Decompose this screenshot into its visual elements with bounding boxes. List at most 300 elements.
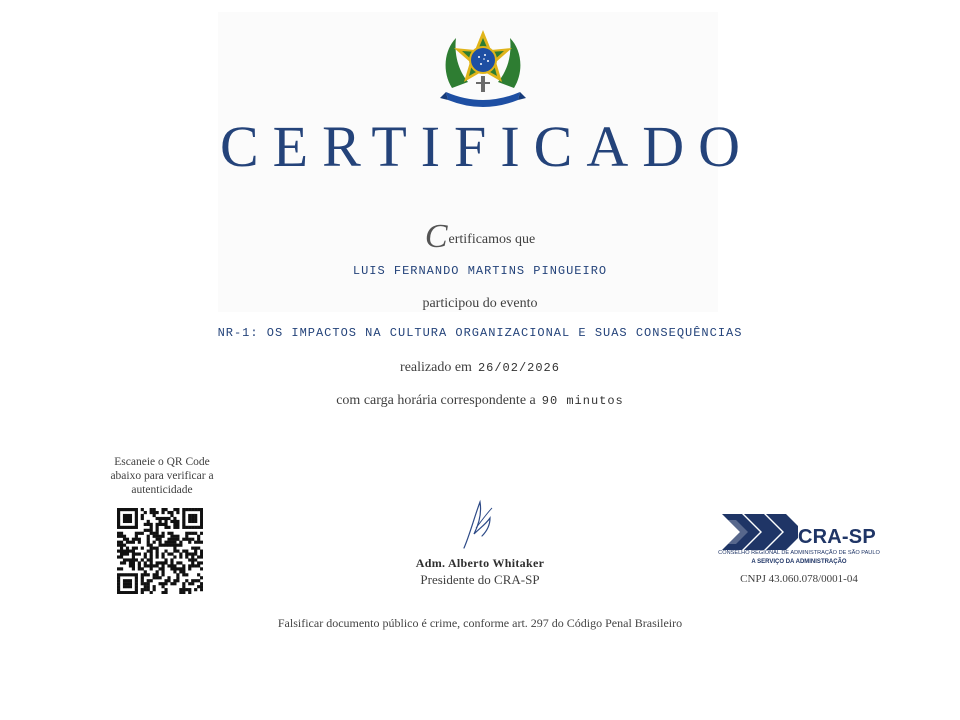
qr-module [123, 514, 126, 517]
qr-module [164, 591, 167, 594]
qr-module [164, 582, 167, 585]
qr-module [150, 552, 153, 555]
qr-module [161, 570, 164, 573]
qr-module [147, 582, 150, 585]
qr-module [132, 564, 135, 567]
qr-module [170, 520, 173, 523]
qr-module [176, 544, 179, 547]
qr-module [156, 564, 159, 567]
qr-module [197, 508, 200, 511]
qr-module [129, 508, 132, 511]
qr-module [129, 550, 132, 553]
qr-module [153, 532, 156, 535]
qr-module [167, 526, 170, 529]
qr-module [138, 538, 141, 541]
qr-module [197, 564, 200, 567]
qr-module [191, 579, 194, 582]
qr-module [197, 585, 200, 588]
qr-module [153, 535, 156, 538]
qr-module [135, 585, 138, 588]
qr-module [182, 567, 185, 570]
cra-logo-subtitle: CONSELHO REGIONAL DE ADMINISTRAÇÃO DE SÃO PAULO [718, 550, 880, 556]
qr-module [170, 535, 173, 538]
qr-module [182, 582, 185, 585]
qr-module [129, 561, 132, 564]
qr-module [182, 520, 185, 523]
qr-module [173, 517, 176, 520]
qr-module [167, 564, 170, 567]
qr-module [170, 582, 173, 585]
qr-module [176, 561, 179, 564]
qr-module [117, 532, 120, 535]
qr-module [147, 585, 150, 588]
qr-module [120, 544, 123, 547]
qr-module [156, 552, 159, 555]
qr-module [147, 558, 150, 561]
qr-module [144, 555, 147, 558]
qr-module [194, 558, 197, 561]
qr-module [161, 561, 164, 564]
qr-module [173, 544, 176, 547]
qr-module [176, 579, 179, 582]
qr-module [150, 555, 153, 558]
qr-module [191, 561, 194, 564]
qr-module [117, 544, 120, 547]
qr-module [167, 552, 170, 555]
qr-module [120, 532, 123, 535]
qr-module [185, 538, 188, 541]
qr-module [150, 544, 153, 547]
participated-text: participou do evento [422, 296, 538, 311]
qr-module [135, 520, 138, 523]
qr-module [141, 573, 144, 576]
qr-module [164, 558, 167, 561]
qr-module [141, 591, 144, 594]
qr-module [153, 588, 156, 591]
qr-module [126, 579, 129, 582]
qr-module [126, 585, 129, 588]
qr-module [188, 552, 191, 555]
qr-module [117, 541, 120, 544]
qr-module [167, 576, 170, 579]
workload-prefix: com carga horária correspondente a [336, 393, 536, 408]
qr-module [194, 541, 197, 544]
qr-module [194, 532, 197, 535]
qr-module [123, 573, 126, 576]
qr-module [156, 529, 159, 532]
certify-text: ertificamos que [448, 232, 536, 247]
qr-module [159, 523, 162, 526]
qr-module [161, 544, 164, 547]
qr-module [120, 561, 123, 564]
qr-module [117, 520, 120, 523]
qr-module [135, 514, 138, 517]
qr-module [156, 526, 159, 529]
qr-module [170, 544, 173, 547]
qr-module [120, 567, 123, 570]
qr-module [191, 564, 194, 567]
qr-module [159, 538, 162, 541]
qr-module [156, 532, 159, 535]
qr-module [185, 555, 188, 558]
qr-module [129, 585, 132, 588]
qr-module [117, 567, 120, 570]
qr-module [194, 552, 197, 555]
qr-module [129, 526, 132, 529]
qr-module [123, 538, 126, 541]
qr-module [167, 517, 170, 520]
qr-module [176, 576, 179, 579]
qr-module [129, 573, 132, 576]
qr-module [161, 585, 164, 588]
qr-module [182, 573, 185, 576]
qr-module [117, 555, 120, 558]
qr-module [120, 552, 123, 555]
qr-module [150, 508, 153, 511]
qr-module [129, 582, 132, 585]
qr-module [123, 591, 126, 594]
qr-module [191, 520, 194, 523]
qr-module [138, 532, 141, 535]
workload-value: 90 minutos [541, 394, 624, 408]
qr-module [138, 552, 141, 555]
qr-module [159, 582, 162, 585]
qr-module [150, 532, 153, 535]
qr-module [144, 523, 147, 526]
qr-module [182, 591, 185, 594]
qr-module [159, 535, 162, 538]
qr-module [182, 564, 185, 567]
qr-module [156, 570, 159, 573]
qr-module [123, 585, 126, 588]
cra-logo-tagline: A SERVIÇO DA ADMINISTRAÇÃO [751, 559, 847, 565]
qr-module [117, 585, 120, 588]
qr-module [135, 508, 138, 511]
qr-module [129, 514, 132, 517]
qr-module [135, 517, 138, 520]
qr-module [144, 570, 147, 573]
qr-module [191, 558, 194, 561]
qr-module [200, 517, 203, 520]
signatory-name: Adm. Alberto Whitaker [415, 556, 545, 570]
qr-module [173, 570, 176, 573]
qr-module [197, 579, 200, 582]
qr-module [156, 517, 159, 520]
qr-module [176, 520, 179, 523]
qr-module [164, 579, 167, 582]
qr-module [132, 538, 135, 541]
qr-module [173, 550, 176, 553]
qr-module [164, 544, 167, 547]
qr-module [161, 523, 164, 526]
qr-caption-line: abaixo para verificar a [110, 470, 214, 482]
qr-module [185, 535, 188, 538]
qr-module [173, 564, 176, 567]
qr-module [129, 564, 132, 567]
qr-module [179, 570, 182, 573]
qr-module [170, 532, 173, 535]
qr-module [156, 523, 159, 526]
qr-module [164, 541, 167, 544]
qr-module [144, 588, 147, 591]
qr-module [194, 579, 197, 582]
qr-module [161, 567, 164, 570]
qr-module [159, 544, 162, 547]
qr-module [200, 582, 203, 585]
qr-module [150, 523, 153, 526]
signature-icon [452, 498, 502, 550]
qr-module [135, 547, 138, 550]
qr-module [191, 517, 194, 520]
qr-module [161, 532, 164, 535]
certify-statement [0, 218, 960, 256]
qr-module [147, 541, 150, 544]
qr-module [126, 550, 129, 553]
qr-module [132, 591, 135, 594]
qr-module [150, 547, 153, 550]
qr-module [117, 576, 120, 579]
qr-module [200, 550, 203, 553]
qr-module [129, 579, 132, 582]
qr-module [200, 514, 203, 517]
qr-module [176, 550, 179, 553]
qr-module [200, 585, 203, 588]
qr-module [150, 591, 153, 594]
decorative-initial: C [424, 218, 448, 255]
qr-module [135, 552, 138, 555]
qr-module [200, 526, 203, 529]
qr-module [179, 591, 182, 594]
qr-module [156, 538, 159, 541]
qr-module [123, 535, 126, 538]
qr-module [200, 508, 203, 511]
qr-module [161, 511, 164, 514]
qr-module [200, 567, 203, 570]
participant-name: LUIS FERNANDO MARTINS PINGUEIRO [352, 264, 608, 278]
qr-module [185, 579, 188, 582]
qr-module [135, 579, 138, 582]
qr-module [141, 532, 144, 535]
qr-module [159, 520, 162, 523]
qr-module [126, 591, 129, 594]
certificate-title: CERTIFICADO [220, 114, 754, 179]
qr-module [167, 579, 170, 582]
qr-module [167, 532, 170, 535]
issuer-cnpj: CNPJ 43.060.078/0001-04 [740, 573, 858, 585]
qr-module [120, 550, 123, 553]
qr-module [170, 538, 173, 541]
qr-module [167, 541, 170, 544]
brazil-coat-of-arms-icon [438, 26, 528, 110]
qr-module [191, 532, 194, 535]
qr-module [147, 564, 150, 567]
qr-module [188, 591, 191, 594]
qr-module [147, 573, 150, 576]
cra-mark-icon [722, 512, 798, 552]
qr-module [194, 526, 197, 529]
qr-module [161, 591, 164, 594]
qr-module [144, 564, 147, 567]
qr-module [132, 508, 135, 511]
qr-module [161, 555, 164, 558]
qr-module [123, 558, 126, 561]
qr-module [144, 585, 147, 588]
qr-module [161, 508, 164, 511]
qr-module [135, 538, 138, 541]
qr-module [182, 508, 185, 511]
qr-module [161, 573, 164, 576]
qr-module [117, 523, 120, 526]
qr-module [126, 582, 129, 585]
signatory-role: Presidente do CRA-SP [420, 572, 540, 587]
qr-module [135, 535, 138, 538]
qr-module [161, 582, 164, 585]
legal-notice: Falsificar documento público é crime, conforme art. 297 do Código Penal Brasileiro [277, 616, 683, 630]
qr-module [138, 564, 141, 567]
qr-module [182, 523, 185, 526]
qr-module [117, 508, 120, 511]
qr-module [153, 576, 156, 579]
qr-module [167, 544, 170, 547]
qr-module [188, 532, 191, 535]
qr-module [197, 573, 200, 576]
qr-module [182, 570, 185, 573]
qr-module [144, 561, 147, 564]
qr-module [200, 541, 203, 544]
date-prefix: realizado em [400, 360, 472, 375]
qr-module [135, 588, 138, 591]
qr-module [150, 579, 153, 582]
qr-module [123, 550, 126, 553]
qr-module [197, 538, 200, 541]
qr-module [150, 550, 153, 553]
qr-module [123, 552, 126, 555]
qr-module [173, 547, 176, 550]
qr-module [191, 538, 194, 541]
qr-module [170, 567, 173, 570]
qr-module [135, 526, 138, 529]
qr-module [141, 582, 144, 585]
qr-module [141, 508, 144, 511]
qr-module [191, 547, 194, 550]
qr-module [126, 552, 129, 555]
qr-module [188, 526, 191, 529]
qr-module [120, 541, 123, 544]
qr-module [200, 552, 203, 555]
qr-module [120, 508, 123, 511]
qr-module [150, 564, 153, 567]
qr-module [185, 550, 188, 553]
qr-module [179, 552, 182, 555]
qr-module [153, 585, 156, 588]
qr-module [144, 552, 147, 555]
qr-module [173, 567, 176, 570]
qr-code-icon[interactable] [117, 508, 203, 594]
qr-module [147, 520, 150, 523]
qr-module [144, 529, 147, 532]
qr-module [132, 526, 135, 529]
qr-module [156, 511, 159, 514]
qr-module [120, 535, 123, 538]
qr-module [164, 588, 167, 591]
qr-module [120, 573, 123, 576]
qr-module [126, 514, 129, 517]
qr-module [132, 541, 135, 544]
qr-module [185, 573, 188, 576]
qr-module [117, 579, 120, 582]
qr-module [167, 511, 170, 514]
qr-module [191, 526, 194, 529]
qr-module [179, 555, 182, 558]
qr-module [170, 511, 173, 514]
qr-module [176, 508, 179, 511]
qr-module [170, 552, 173, 555]
qr-module [200, 561, 203, 564]
qr-module [200, 520, 203, 523]
qr-module [179, 561, 182, 564]
qr-module [147, 550, 150, 553]
qr-module [161, 535, 164, 538]
qr-module [135, 576, 138, 579]
qr-module [176, 535, 179, 538]
qr-module [194, 550, 197, 553]
qr-module [132, 550, 135, 553]
qr-module [194, 508, 197, 511]
qr-module [194, 517, 197, 520]
qr-module [120, 526, 123, 529]
qr-module [126, 558, 129, 561]
qr-module [185, 526, 188, 529]
qr-module [123, 508, 126, 511]
qr-module [182, 585, 185, 588]
qr-module [185, 552, 188, 555]
qr-module [135, 573, 138, 576]
qr-module [153, 541, 156, 544]
qr-module [170, 561, 173, 564]
qr-module [120, 555, 123, 558]
qr-module [170, 514, 173, 517]
qr-module [141, 517, 144, 520]
qr-module [176, 573, 179, 576]
qr-module [182, 511, 185, 514]
qr-module [135, 511, 138, 514]
qr-module [173, 541, 176, 544]
qr-module [120, 591, 123, 594]
event-date-line [0, 360, 960, 376]
qr-module [126, 520, 129, 523]
qr-module [191, 514, 194, 517]
qr-module [159, 576, 162, 579]
qr-module [153, 511, 156, 514]
qr-module [117, 573, 120, 576]
qr-module [182, 514, 185, 517]
workload-line [0, 393, 960, 409]
qr-module [126, 538, 129, 541]
qr-module [132, 558, 135, 561]
qr-module [141, 576, 144, 579]
qr-module [117, 535, 120, 538]
qr-module [153, 573, 156, 576]
qr-module [117, 511, 120, 514]
qr-module [138, 561, 141, 564]
qr-module [153, 547, 156, 550]
qr-module [132, 547, 135, 550]
qr-module [150, 567, 153, 570]
qr-module [126, 526, 129, 529]
qr-module [147, 538, 150, 541]
qr-module [156, 561, 159, 564]
qr-module [179, 541, 182, 544]
